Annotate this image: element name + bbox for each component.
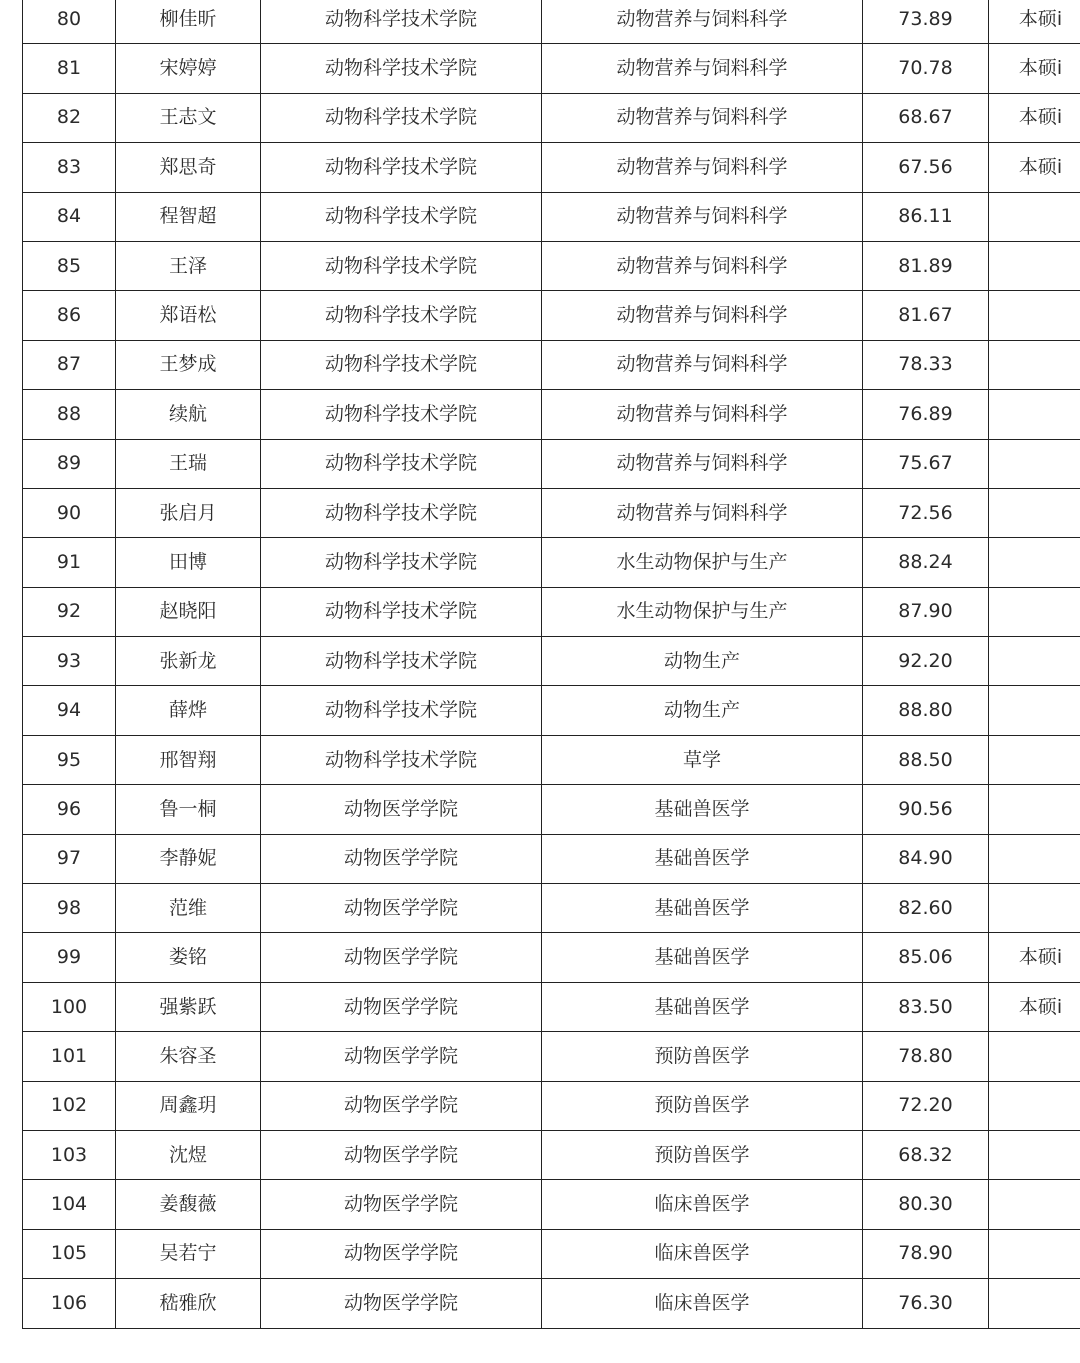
cell-major: 动物营养与饲料科学	[542, 241, 863, 290]
cell-major: 基础兽医学	[542, 884, 863, 933]
cell-college: 动物医学学院	[261, 884, 542, 933]
cell-major: 基础兽医学	[542, 834, 863, 883]
cell-remark	[989, 192, 1080, 241]
cell-number: 85	[23, 241, 116, 290]
table-row	[23, 390, 1080, 439]
table-row	[23, 982, 1080, 1031]
table-row	[23, 1279, 1080, 1328]
table-row	[23, 44, 1080, 93]
cell-name: 吴若宁	[116, 1229, 261, 1278]
cell-college: 动物医学学院	[261, 982, 542, 1031]
cell-score: 81.89	[863, 241, 989, 290]
cell-remark	[989, 1279, 1080, 1328]
cell-major: 动物营养与饲料科学	[542, 192, 863, 241]
cell-name: 郑语松	[116, 291, 261, 340]
cell-remark	[989, 241, 1080, 290]
table-row	[23, 291, 1080, 340]
cell-name: 赵晓阳	[116, 587, 261, 636]
cell-college: 动物科学技术学院	[261, 439, 542, 488]
cell-major: 基础兽医学	[542, 785, 863, 834]
table-row	[23, 686, 1080, 735]
cell-college: 动物科学技术学院	[261, 488, 542, 537]
cell-name: 鲁一桐	[116, 785, 261, 834]
cell-score: 88.80	[863, 686, 989, 735]
cell-remark	[989, 340, 1080, 389]
cell-remark	[989, 488, 1080, 537]
cell-college: 动物科学技术学院	[261, 44, 542, 93]
cell-name: 宋婷婷	[116, 44, 261, 93]
cell-number: 98	[23, 884, 116, 933]
cell-name: 王瑞	[116, 439, 261, 488]
cell-college: 动物医学学院	[261, 1032, 542, 1081]
cell-major: 预防兽医学	[542, 1032, 863, 1081]
cell-major: 草学	[542, 735, 863, 784]
cell-college: 动物医学学院	[261, 1229, 542, 1278]
cell-number: 92	[23, 587, 116, 636]
cell-number: 103	[23, 1130, 116, 1179]
cell-major: 动物营养与饲料科学	[542, 93, 863, 142]
table-body	[23, 0, 1080, 1328]
cell-number: 82	[23, 93, 116, 142]
cell-college: 动物科学技术学院	[261, 241, 542, 290]
table-row	[23, 1229, 1080, 1278]
cell-major: 动物营养与饲料科学	[542, 143, 863, 192]
table-row	[23, 538, 1080, 587]
cell-score: 86.11	[863, 192, 989, 241]
cell-college: 动物医学学院	[261, 834, 542, 883]
cell-score: 78.33	[863, 340, 989, 389]
cell-score: 88.24	[863, 538, 989, 587]
cell-score: 73.89	[863, 0, 989, 44]
cell-number: 94	[23, 686, 116, 735]
table-row	[23, 735, 1080, 784]
cell-college: 动物科学技术学院	[261, 538, 542, 587]
cell-number: 84	[23, 192, 116, 241]
cell-college: 动物科学技术学院	[261, 735, 542, 784]
cell-score: 67.56	[863, 143, 989, 192]
cell-college: 动物医学学院	[261, 1081, 542, 1130]
cell-major: 动物营养与饲料科学	[542, 44, 863, 93]
cell-number: 93	[23, 637, 116, 686]
cell-major: 水生动物保护与生产	[542, 587, 863, 636]
cell-remark	[989, 291, 1080, 340]
cell-remark	[989, 1180, 1080, 1229]
cell-college: 动物科学技术学院	[261, 0, 542, 44]
cell-name: 姜馥薇	[116, 1180, 261, 1229]
table-row	[23, 785, 1080, 834]
cell-major: 动物营养与饲料科学	[542, 488, 863, 537]
cell-number: 89	[23, 439, 116, 488]
cell-remark	[989, 686, 1080, 735]
table-row	[23, 340, 1080, 389]
cell-score: 87.90	[863, 587, 989, 636]
cell-major: 动物营养与饲料科学	[542, 0, 863, 44]
cell-number: 102	[23, 1081, 116, 1130]
table-row	[23, 241, 1080, 290]
cell-score: 90.56	[863, 785, 989, 834]
table-row	[23, 834, 1080, 883]
cell-major: 动物营养与饲料科学	[542, 439, 863, 488]
admission-table	[22, 0, 1080, 1329]
cell-major: 水生动物保护与生产	[542, 538, 863, 587]
cell-college: 动物科学技术学院	[261, 340, 542, 389]
cell-score: 81.67	[863, 291, 989, 340]
cell-name: 邢智翔	[116, 735, 261, 784]
cell-number: 83	[23, 143, 116, 192]
cell-score: 84.90	[863, 834, 989, 883]
cell-name: 李静妮	[116, 834, 261, 883]
cell-number: 104	[23, 1180, 116, 1229]
cell-major: 动物营养与饲料科学	[542, 390, 863, 439]
cell-remark	[989, 834, 1080, 883]
cell-number: 99	[23, 933, 116, 982]
cell-score: 68.32	[863, 1130, 989, 1179]
cell-remark	[989, 1081, 1080, 1130]
cell-name: 范维	[116, 884, 261, 933]
table-row	[23, 1180, 1080, 1229]
table-row	[23, 884, 1080, 933]
cell-remark	[989, 439, 1080, 488]
cell-remark: 本硕i	[989, 933, 1080, 982]
cell-remark: 本硕i	[989, 44, 1080, 93]
cell-name: 强紫跃	[116, 982, 261, 1031]
cell-score: 72.20	[863, 1081, 989, 1130]
cell-score: 83.50	[863, 982, 989, 1031]
cell-name: 沈煜	[116, 1130, 261, 1179]
cell-number: 96	[23, 785, 116, 834]
cell-name: 娄铭	[116, 933, 261, 982]
cell-remark	[989, 1130, 1080, 1179]
table-row	[23, 933, 1080, 982]
cell-score: 70.78	[863, 44, 989, 93]
table-row	[23, 1032, 1080, 1081]
cell-remark	[989, 587, 1080, 636]
cell-remark	[989, 785, 1080, 834]
cell-college: 动物医学学院	[261, 1279, 542, 1328]
cell-number: 81	[23, 44, 116, 93]
cell-number: 95	[23, 735, 116, 784]
cell-major: 预防兽医学	[542, 1130, 863, 1179]
cell-name: 周鑫玥	[116, 1081, 261, 1130]
cell-number: 86	[23, 291, 116, 340]
cell-major: 预防兽医学	[542, 1081, 863, 1130]
cell-name: 张启月	[116, 488, 261, 537]
cell-college: 动物科学技术学院	[261, 637, 542, 686]
cell-major: 动物生产	[542, 637, 863, 686]
cell-score: 85.06	[863, 933, 989, 982]
cell-major: 基础兽医学	[542, 933, 863, 982]
cell-college: 动物科学技术学院	[261, 587, 542, 636]
cell-remark	[989, 390, 1080, 439]
cell-name: 王志文	[116, 93, 261, 142]
table-row	[23, 1081, 1080, 1130]
cell-remark: 本硕i	[989, 93, 1080, 142]
cell-name: 朱容圣	[116, 1032, 261, 1081]
cell-name: 田博	[116, 538, 261, 587]
cell-college: 动物科学技术学院	[261, 686, 542, 735]
table-row	[23, 439, 1080, 488]
cell-number: 87	[23, 340, 116, 389]
cell-major: 基础兽医学	[542, 982, 863, 1031]
table-row	[23, 0, 1080, 44]
cell-name: 王泽	[116, 241, 261, 290]
cell-score: 78.80	[863, 1032, 989, 1081]
cell-name: 续航	[116, 390, 261, 439]
cell-major: 临床兽医学	[542, 1229, 863, 1278]
cell-college: 动物医学学院	[261, 933, 542, 982]
cell-name: 薛烨	[116, 686, 261, 735]
cell-major: 动物营养与饲料科学	[542, 340, 863, 389]
cell-remark	[989, 538, 1080, 587]
cell-major: 临床兽医学	[542, 1180, 863, 1229]
cell-name: 嵇雅欣	[116, 1279, 261, 1328]
cell-score: 88.50	[863, 735, 989, 784]
cell-remark: 本硕i	[989, 982, 1080, 1031]
cell-name: 程智超	[116, 192, 261, 241]
cell-score: 82.60	[863, 884, 989, 933]
cell-college: 动物科学技术学院	[261, 192, 542, 241]
cell-major: 动物生产	[542, 686, 863, 735]
cell-number: 105	[23, 1229, 116, 1278]
cell-number: 101	[23, 1032, 116, 1081]
cell-number: 100	[23, 982, 116, 1031]
table-row	[23, 637, 1080, 686]
cell-score: 76.89	[863, 390, 989, 439]
cell-college: 动物科学技术学院	[261, 390, 542, 439]
cell-remark	[989, 1229, 1080, 1278]
cell-score: 75.67	[863, 439, 989, 488]
cell-remark	[989, 1032, 1080, 1081]
cell-score: 68.67	[863, 93, 989, 142]
cell-number: 106	[23, 1279, 116, 1328]
cell-remark: 本硕i	[989, 143, 1080, 192]
cell-number: 80	[23, 0, 116, 44]
cell-remark	[989, 735, 1080, 784]
cell-score: 92.20	[863, 637, 989, 686]
table-row	[23, 93, 1080, 142]
cell-remark	[989, 637, 1080, 686]
cell-score: 78.90	[863, 1229, 989, 1278]
cell-name: 张新龙	[116, 637, 261, 686]
cell-major: 动物营养与饲料科学	[542, 291, 863, 340]
cell-college: 动物科学技术学院	[261, 143, 542, 192]
table-row	[23, 488, 1080, 537]
cell-number: 97	[23, 834, 116, 883]
cell-score: 72.56	[863, 488, 989, 537]
table-row	[23, 143, 1080, 192]
cell-name: 郑思奇	[116, 143, 261, 192]
cell-remark	[989, 884, 1080, 933]
cell-college: 动物医学学院	[261, 1130, 542, 1179]
cell-score: 80.30	[863, 1180, 989, 1229]
cell-college: 动物医学学院	[261, 1180, 542, 1229]
cell-name: 王梦成	[116, 340, 261, 389]
cell-college: 动物科学技术学院	[261, 291, 542, 340]
cell-name: 柳佳昕	[116, 0, 261, 44]
cell-number: 91	[23, 538, 116, 587]
cell-number: 90	[23, 488, 116, 537]
cell-remark: 本硕i	[989, 0, 1080, 44]
cell-major: 临床兽医学	[542, 1279, 863, 1328]
table-row	[23, 192, 1080, 241]
cell-college: 动物科学技术学院	[261, 93, 542, 142]
table-row	[23, 1130, 1080, 1179]
cell-number: 88	[23, 390, 116, 439]
table-row	[23, 587, 1080, 636]
cell-score: 76.30	[863, 1279, 989, 1328]
cell-college: 动物医学学院	[261, 785, 542, 834]
admission-list-sheet	[22, 0, 1080, 1329]
